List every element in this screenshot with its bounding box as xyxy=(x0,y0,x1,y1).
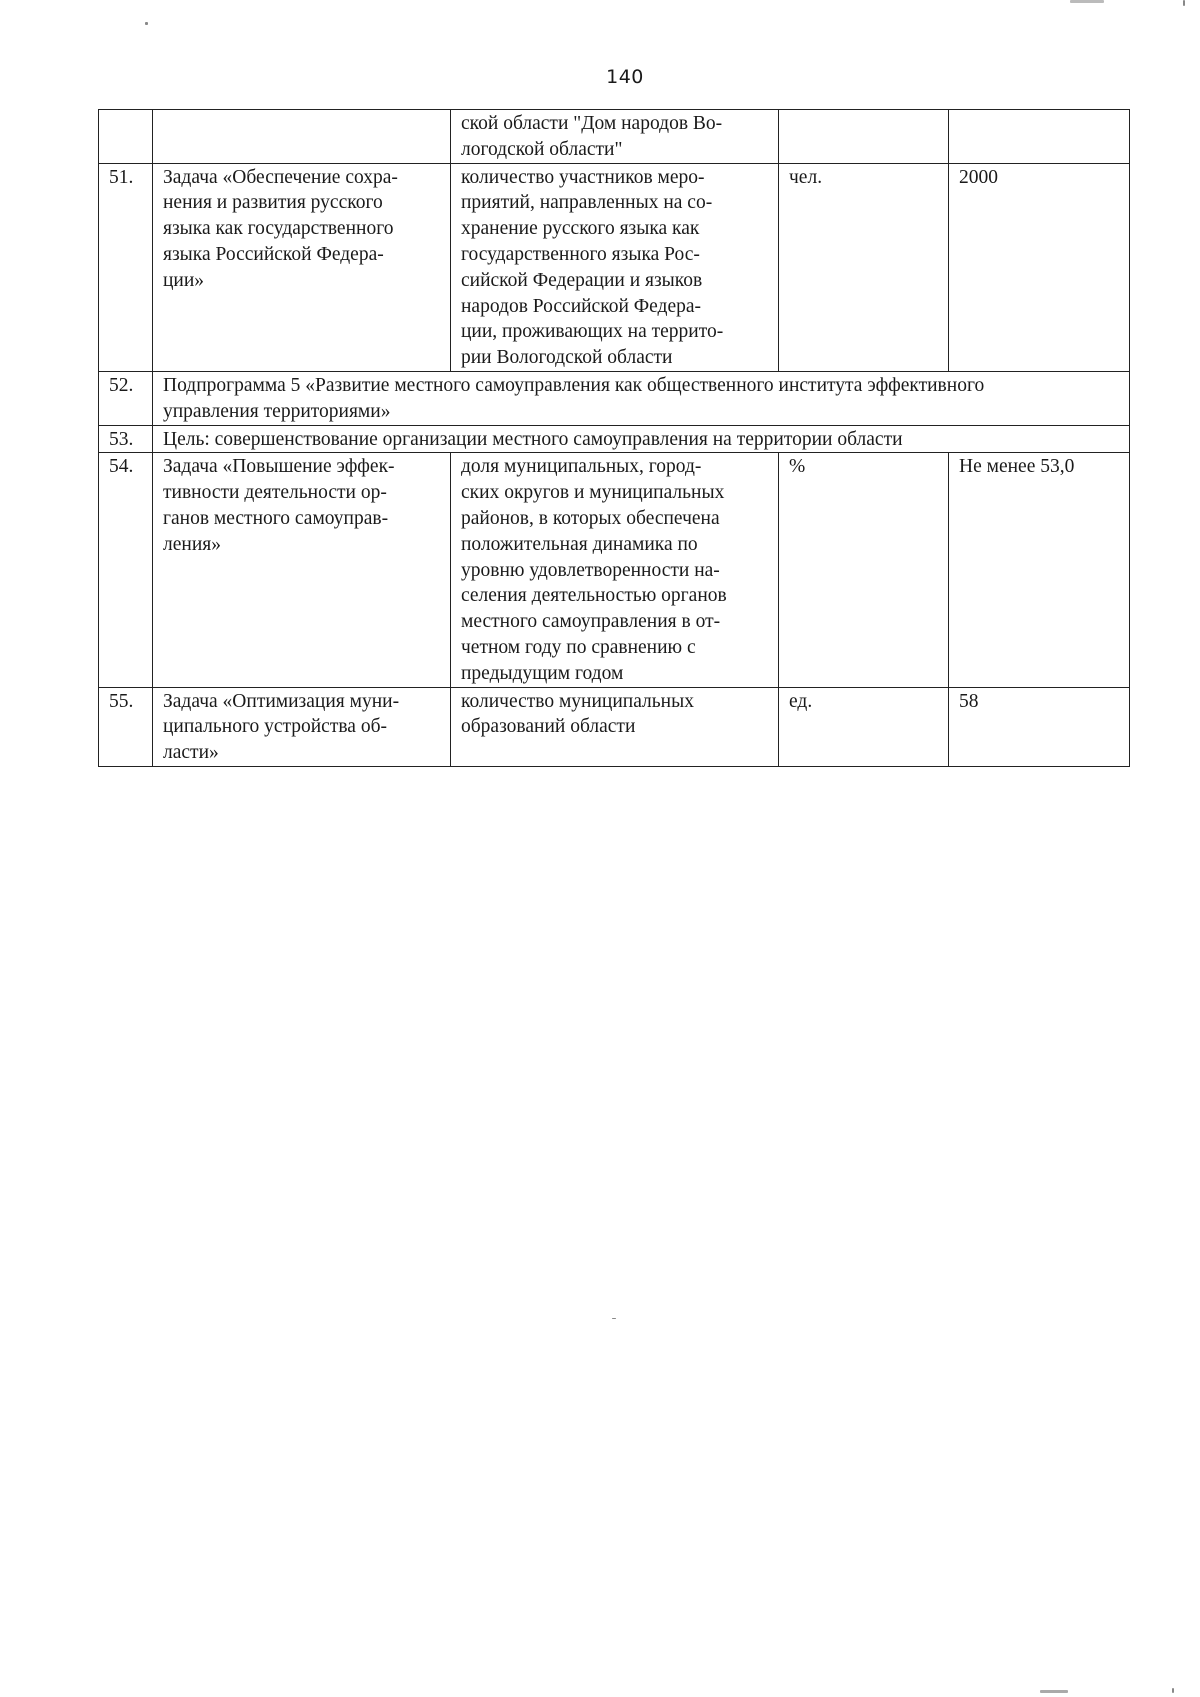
goal-cell: Цель: совершенствование организации местного самоуправления на территории области xyxy=(153,425,1130,453)
indicator-cell: доля муниципальных, город- ских округов и муниципальных районов, в которых обеспечена положительная динамика по уровню удовлетворенности на- селения деятельностью органов местного самоуправления в от- четном году по сравнению с предыдущим годом xyxy=(451,453,779,687)
scan-speck xyxy=(612,1318,616,1319)
row-number-cell: 55. xyxy=(99,687,153,766)
unit-cell: % xyxy=(779,453,949,687)
scan-speck xyxy=(1070,0,1104,3)
row-number-cell: 51. xyxy=(99,163,153,371)
scan-speck xyxy=(1040,1690,1068,1693)
value-cell: 58 xyxy=(949,687,1130,766)
scan-speck xyxy=(1183,0,1185,6)
unit-cell: чел. xyxy=(779,163,949,371)
table-row xyxy=(99,453,1130,687)
indicator-cell: количество участников меро- приятий, направленных на со- хранение русского языка как государственного языка Рос- сийской Федерации и языков народов Российской Федера- ции, проживающих на террито- рии Вологодской области xyxy=(451,163,779,371)
table-row xyxy=(99,425,1130,453)
task-cell xyxy=(153,110,451,164)
unit-cell: ед. xyxy=(779,687,949,766)
subprogram-cell: Подпрограмма 5 «Развитие местного самоуправления как общественного института эффективного управления территориями» xyxy=(153,371,1130,425)
page-number: 140 xyxy=(606,66,644,88)
table-row xyxy=(99,687,1130,766)
row-number-cell: 53. xyxy=(99,425,153,453)
scan-speck xyxy=(1172,1688,1174,1693)
table-row xyxy=(99,371,1130,425)
value-cell: Не менее 53,0 xyxy=(949,453,1130,687)
indicator-cell: количество муниципальных образований области xyxy=(451,687,779,766)
value-cell: 2000 xyxy=(949,163,1130,371)
task-cell: Задача «Оптимизация муни- ципального устройства об- ласти» xyxy=(153,687,451,766)
table-row xyxy=(99,110,1130,164)
row-number-cell: 54. xyxy=(99,453,153,687)
value-cell xyxy=(949,110,1130,164)
row-number-cell xyxy=(99,110,153,164)
task-cell: Задача «Повышение эффек- тивности деятельности ор- ганов местного самоуправ- ления» xyxy=(153,453,451,687)
unit-cell xyxy=(779,110,949,164)
table-row xyxy=(99,163,1130,371)
row-number-cell: 52. xyxy=(99,371,153,425)
scan-speck xyxy=(145,22,148,25)
indicators-table xyxy=(98,109,1130,767)
indicator-cell: ской области "Дом народов Во- логодской области" xyxy=(451,110,779,164)
task-cell: Задача «Обеспечение сохра- нения и развития русского языка как государственного языка Российской Федера- ции» xyxy=(153,163,451,371)
